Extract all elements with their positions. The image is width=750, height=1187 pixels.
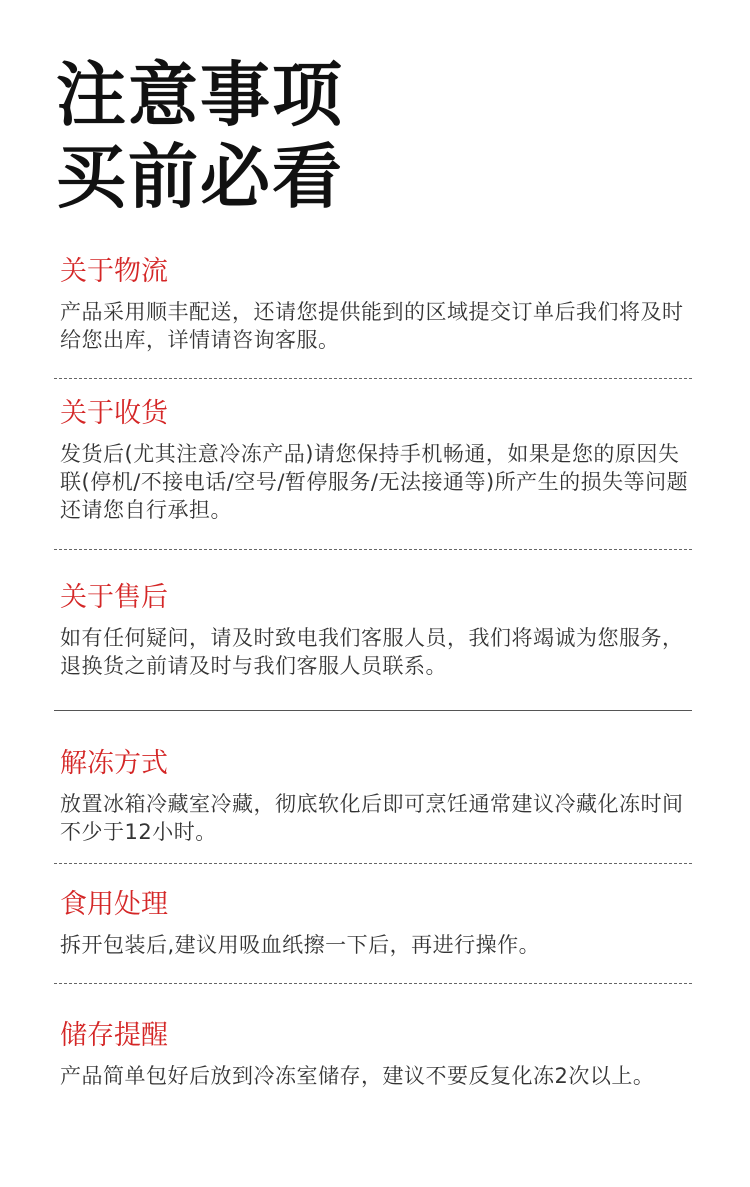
section-storage [60,1018,700,1090]
page-title [56,54,344,218]
section-logistics [60,254,700,354]
section-text: 发货后(尤其注意冷冻产品)请您保持手机畅通，如果是您的原因失联(停机/不接电话/空号/暂停服务/无法接通等)所产生的损失等问题还请您自行承担。 [60,442,689,522]
dashed-divider [54,549,692,550]
section-text: 放置冰箱冷藏室冷藏，彻底软化后即可烹饪通常建议冷藏化冻时间不少于12小时。 [60,792,684,844]
dashed-divider [54,378,692,379]
page-title-line-2: 买前必看 [56,136,344,218]
dashed-divider [54,983,692,984]
section-heading: 解冻方式 [60,748,168,779]
section-receiving [60,396,700,524]
section-heading: 食用处理 [60,889,168,920]
dashed-divider [54,863,692,864]
page-title-line-1: 注意事项 [56,54,344,136]
section-text: 产品简单包好后放到冷冻室储存，建议不要反复化冻2次以上。 [60,1064,655,1088]
section-after-sales [60,580,700,680]
section-text: 产品采用顺丰配送，还请您提供能到的区域提交订单后我们将及时给您出库，详情请咨询客服。 [60,300,684,352]
section-heading: 关于收货 [60,398,168,429]
section-heading: 储存提醒 [60,1020,168,1051]
section-thawing [60,746,700,846]
section-heading: 关于售后 [60,582,168,613]
section-text: 如有任何疑问，请及时致电我们客服人员，我们将竭诚为您服务，退换货之前请及时与我们客服人员联系。 [60,626,684,678]
section-preparation [60,887,700,959]
section-text: 拆开包装后,建议用吸血纸擦一下后，再进行操作。 [60,933,541,957]
section-heading: 关于物流 [60,256,168,287]
solid-divider [54,710,692,711]
